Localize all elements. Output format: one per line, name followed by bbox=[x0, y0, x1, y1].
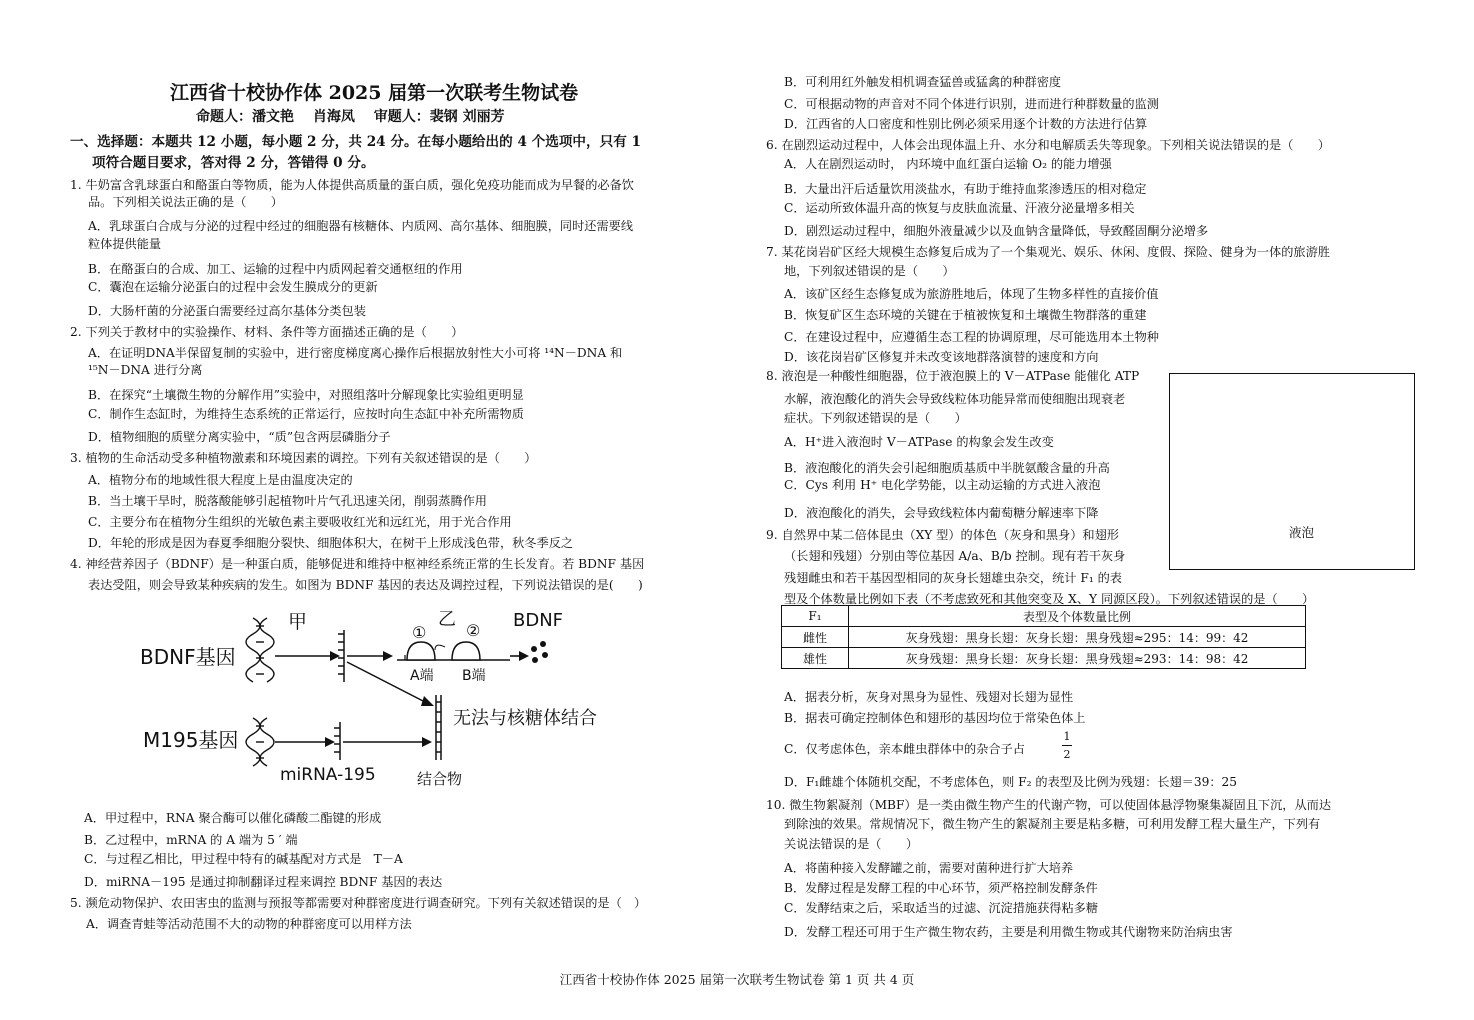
q3-option-c: C．主要分布在植物分生组织的光敏色素主要吸收红光和远红光，用于光合作用 bbox=[88, 515, 512, 529]
section-heading-line1: 一、选择题：本题共 12 小题，每小题 2 分，共 24 分。在每小题给出的 4 个选项中，只有 1 bbox=[70, 134, 641, 150]
vacuole-label: 液泡 bbox=[1289, 525, 1315, 540]
q2-option-d: D．植物细胞的质壁分离实验中，“质”包含两层磷脂分子 bbox=[88, 430, 391, 444]
table-header-cell: F₁ bbox=[782, 606, 849, 627]
bdnf-gene-label: BDNF基因 bbox=[140, 645, 236, 669]
table-cell: 灰身残翅：黑身长翅：灰身长翅：黑身残翅≈295：14：99：42 bbox=[849, 627, 1306, 648]
process-jia-label: 甲 bbox=[288, 611, 308, 633]
q6-option-d: D．剧烈运动过程中，细胞外液量减少以及血钠含量降低，导致醛固酮分泌增多 bbox=[784, 224, 1209, 238]
q8-option-b: B．液泡酸化的消失会引起细胞质基质中半胱氨酸含量的升高 bbox=[784, 461, 1110, 475]
q10-stem-cont: 到除浊的效果。常规情况下，微生物产生的絮凝剂主要是粘多糖，可利用发酵工程大量生产，下列有 bbox=[784, 817, 1321, 831]
q6-option-c: C．运动所致体温升高的恢复与皮肤血流量、汗液分泌量增多相关 bbox=[784, 201, 1135, 215]
q7-option-c: C．在建设过程中，应遵循生态工程的协调原理，尽可能选用本土物种 bbox=[784, 330, 1159, 344]
process-yi-label: 乙 bbox=[438, 609, 456, 630]
table-cell: 雄性 bbox=[782, 648, 849, 669]
q4-option-b: B．乙过程中，mRNA 的 A 端为 5 ′ 端 bbox=[84, 833, 298, 847]
ribosome-1-label: ① bbox=[412, 623, 427, 642]
q10-stem: 10. 微生物絮凝剂（MBF）是一类由微生物产生的代谢产物，可以使固体悬浮物聚集凝固且下沉，从而达 bbox=[766, 798, 1332, 812]
q7-option-d: D．该花岗岩矿区修复并未改变该地群落演替的速度和方向 bbox=[784, 350, 1099, 364]
q10-option-c: C．发酵结束之后，采取适当的过滤、沉淀措施获得粘多糖 bbox=[784, 901, 1099, 915]
q9-option-c: C．仅考虑体色，亲本雌虫群体中的杂合子占 bbox=[784, 742, 1025, 756]
q2-option-c: C．制作生态缸时，为维持生态系统的正常运行，应按时向生态缸中补充所需物质 bbox=[88, 407, 524, 421]
q9-stem-cont2: 残翅雌虫和若干基因型相同的灰身长翅雄虫杂交，统计 F₁ 的表 bbox=[784, 571, 1122, 585]
table-cell: 灰身残翅：黑身长翅：灰身长翅：黑身残翅≈293：14：98：42 bbox=[849, 648, 1306, 669]
q9-stem-cont3: 型及个体数量比例如下表（不考虑致死和其他突变及 X、Y 同源区段）。下列叙述错误的是（ ） bbox=[784, 592, 1315, 606]
table-header-cell: 表型及个体数量比例 bbox=[849, 606, 1306, 627]
q3-option-d: D．年轮的形成是因为春夏季细胞分裂快、细胞体积大，在树干上形成浅色带，秋冬季反之 bbox=[88, 536, 574, 550]
q2-stem: 2. 下列关于教材中的实验操作、材料、条件等方面描述正确的是（ ） bbox=[70, 325, 464, 339]
q6-option-a: A．人在剧烈运动时， 内环境中血红蛋白运输 O₂ 的能力增强 bbox=[784, 157, 1112, 171]
q3-stem: 3. 植物的生命活动受多种植物激素和环境因素的调控。下列有关叙述错误的是（ ） bbox=[70, 451, 537, 465]
q1-stem-cont: 品。下列相关说法正确的是（ ） bbox=[88, 195, 283, 209]
q7-option-b: B．恢复矿区生态环境的关键在于植被恢复和土壤微生物群落的重建 bbox=[784, 308, 1147, 322]
exam-authors: 命题人：潘文艳 肖海凤 审题人：裴钢 刘丽芳 bbox=[196, 109, 505, 125]
bdnf-protein-label: BDNF bbox=[513, 610, 564, 631]
q4-option-c: C．与过程乙相比，甲过程中特有的碱基配对方式是 T－A bbox=[84, 852, 403, 866]
q7-stem: 7. 某花岗岩矿区经大规模生态修复后成为了一个集观光、娱乐、休闲、度假、探险、健身为一体的旅游胜 bbox=[766, 245, 1330, 259]
table-cell: 雌性 bbox=[782, 627, 849, 648]
q10-option-b: B．发酵过程是发酵工程的中心环节，须严格控制发酵条件 bbox=[784, 881, 1098, 895]
q5-option-d: D．江西省的人口密度和性别比例必须采用逐个计数的方法进行估算 bbox=[784, 117, 1148, 131]
q10-stem-cont2: 关说法错误的是（ ） bbox=[784, 837, 919, 851]
q10-option-a: A．将菌种接入发酵罐之前，需要对菌种进行扩大培养 bbox=[784, 861, 1074, 875]
a-end-label: A端 bbox=[410, 668, 434, 684]
b-end-label: B端 bbox=[462, 668, 486, 684]
q3-option-a: A．植物分布的地域性很大程度上是由温度决定的 bbox=[88, 473, 353, 487]
q8-stem-cont: 水解，液泡酸化的消失会导致线粒体功能异常而使细胞出现衰老 bbox=[784, 392, 1126, 406]
q2-option-a: A．在证明DNA半保留复制的实验中，进行密度梯度离心操作后根据放射性大小可将 ¹⁴N－DNA 和 bbox=[88, 346, 623, 360]
q10-option-d: D．发酵工程还可用于生产微生物农药，主要是利用微生物或其代谢物来防治病虫害 bbox=[784, 925, 1233, 939]
q6-option-b: B．大量出汗后适量饮用淡盐水，有助于维持血浆渗透压的相对稳定 bbox=[784, 182, 1147, 196]
q9-option-c-fraction bbox=[1062, 730, 1072, 761]
q5-option-a: A．调查青蛙等活动范围不大的动物的种群密度可以用样方法 bbox=[86, 917, 412, 931]
bdnf-gene-helix bbox=[246, 618, 274, 682]
f1-table bbox=[781, 605, 1306, 669]
q2-option-b: B．在探究“土壤微生物的分解作用”实验中，对照组落叶分解现象比实验组更明显 bbox=[88, 388, 524, 402]
q1-option-b: B．在酪蛋白的合成、加工、运输的过程中内质网起着交通枢纽的作用 bbox=[88, 262, 463, 276]
q8-stem-cont2: 症状。下列叙述错误的是（ ） bbox=[784, 411, 967, 425]
q4-stem-cont: 表达受阻，则会导致某种疾病的发生。如图为 BDNF 基因的表达及调控过程，下列说法错误的是( ) bbox=[88, 578, 643, 592]
m195-gene-label: M195基因 bbox=[143, 728, 239, 752]
fraction-denominator: 2 bbox=[1063, 748, 1071, 761]
table-row bbox=[782, 648, 1306, 669]
q8-stem: 8. 液泡是一种酸性细胞器，位于液泡膜上的 V－ATPase 能催化 ATP bbox=[766, 369, 1140, 383]
bdnf-protein-dots bbox=[531, 641, 548, 663]
mirna-label: miRNA-195 bbox=[280, 765, 376, 785]
q5-option-b: B．可利用红外触发相机调查猛兽或猛禽的种群密度 bbox=[784, 75, 1062, 89]
page-footer: 江西省十校协作体 2025 届第一次联考生物试卷 第 1 页 共 4 页 bbox=[559, 972, 915, 987]
q2-option-a-cont: ¹⁵N－DNA 进行分离 bbox=[88, 363, 203, 377]
q6-stem: 6. 在剧烈运动过程中，人体会出现体温上升、水分和电解质丢失等现象。下列相关说法错误的是（ ） bbox=[766, 138, 1330, 152]
q4-option-a: A．甲过程中，RNA 聚合酶可以催化磷酸二酯键的形成 bbox=[84, 811, 382, 825]
q9-stem-cont: （长翅和残翅）分别由等位基因 A/a、B/b 控制。现有若干灰身 bbox=[784, 549, 1126, 563]
table-row bbox=[782, 627, 1306, 648]
exam-title: 江西省十校协作体 2025 届第一次联考生物试卷 bbox=[170, 82, 579, 104]
q8-option-d: D．液泡酸化的消失，会导致线粒体内葡萄糖分解速率下降 bbox=[784, 506, 1099, 520]
q9-stem: 9. 自然界中某二倍体昆虫（XY 型）的体色（灰身和黑身）和翅形 bbox=[766, 528, 1119, 542]
complex-label: 结合物 bbox=[417, 770, 463, 788]
q3-option-b: B．当土壤干旱时，脱落酸能够引起植物叶片气孔迅速关闭，削弱蒸腾作用 bbox=[88, 494, 487, 508]
q4-stem: 4. 神经营养因子（BDNF）是一种蛋白质，能够促进和维持中枢神经系统正常的生长发育。若 BDNF 基因 bbox=[70, 557, 645, 571]
q9-option-b: B．据表可确定控制体色和翅形的基因均位于常染色体上 bbox=[784, 711, 1086, 725]
q1-option-a: A．乳球蛋白合成与分泌的过程中经过的细胞器有核糖体、内质网、高尔基体、细胞膜，同时还需要线 bbox=[88, 219, 634, 233]
table-header-row bbox=[782, 606, 1306, 627]
q8-option-c: C．Cys 利用 H⁺ 电化学势能，以主动运输的方式进入液泡 bbox=[784, 478, 1101, 492]
ribosome-1 bbox=[407, 642, 435, 660]
q4-option-d: D．miRNA－195 是通过抑制翻译过程来调控 BDNF 基因的表达 bbox=[84, 875, 443, 889]
ribosome-2-label: ② bbox=[466, 621, 481, 640]
q1-stem: 1. 牛奶富含乳球蛋白和酪蛋白等物质，能为人体提供高质量的蛋白质，强化免疫功能而成为早餐的必备饮 bbox=[70, 178, 634, 192]
q5-option-c: C．可根据动物的声音对不同个体进行识别，进而进行种群数量的监测 bbox=[784, 97, 1159, 111]
q1-option-c: C．囊泡在运输分泌蛋白的过程中会发生膜成分的更新 bbox=[88, 280, 378, 294]
bdnf-expression-diagram bbox=[135, 600, 645, 795]
section-heading-line2: 项符合题目要求，答对得 2 分，答错得 0 分。 bbox=[92, 155, 375, 171]
q8-option-a: A．H⁺进入液泡时 V－ATPase 的构象会发生改变 bbox=[784, 435, 1054, 449]
q5-stem: 5. 濒危动物保护、农田害虫的监测与预报等都需要对种群密度进行调查研究。下列有关叙述错误的是（ ） bbox=[70, 896, 647, 910]
q1-option-a-cont: 粒体提供能量 bbox=[88, 237, 162, 251]
q9-option-a: A．据表分析，灰身对黑身为显性、残翅对长翅为显性 bbox=[784, 690, 1074, 704]
q1-option-d: D．大肠杆菌的分泌蛋白需要经过高尔基体分类包装 bbox=[88, 304, 366, 318]
m195-gene-helix bbox=[246, 718, 274, 766]
complex-structure bbox=[436, 695, 441, 760]
fraction-numerator: 1 bbox=[1063, 730, 1071, 743]
ribosome-2 bbox=[452, 642, 480, 660]
cannot-bind-label: 无法与核糖体结合 bbox=[453, 708, 597, 729]
q7-option-a: A．该矿区经生态修复成为旅游胜地后，体现了生物多样性的直接价值 bbox=[784, 287, 1159, 301]
q9-option-d: D．F₁雌雄个体随机交配，不考虑体色，则 F₂ 的表型及比例为残翅：长翅＝39：25 bbox=[784, 775, 1238, 789]
q7-stem-cont: 地，下列叙述错误的是（ ） bbox=[784, 264, 955, 278]
